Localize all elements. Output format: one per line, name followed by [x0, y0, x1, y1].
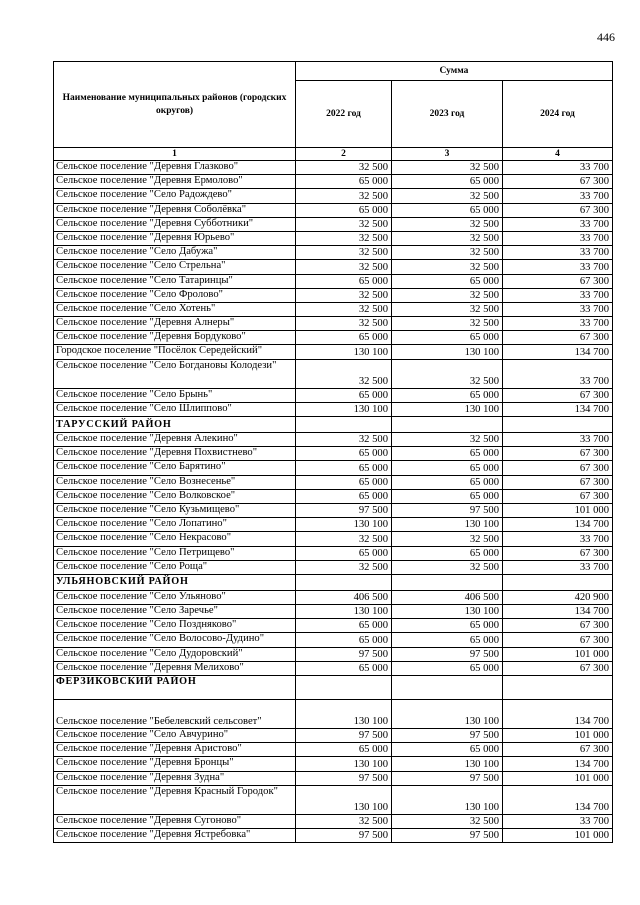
amount-2023: 32 500 — [392, 217, 503, 231]
amount-2023: 32 500 — [392, 246, 503, 260]
table-row — [54, 461, 613, 475]
amount-2022: 65 000 — [296, 475, 392, 489]
municipality-name: Сельское поселение "Село Кузьмищево" — [54, 503, 296, 517]
amount-2022: 65 000 — [296, 461, 392, 475]
municipality-name: Сельское поселение "Село Стрельна" — [54, 260, 296, 274]
municipality-name: Городское поселение "Посёлок Середейский" — [54, 345, 296, 359]
amount-2022: 65 000 — [296, 331, 392, 345]
amount-2022: 97 500 — [296, 771, 392, 785]
amount-2024: 134 700 — [503, 757, 613, 771]
amount-2022: 130 100 — [296, 345, 392, 359]
table-row — [54, 757, 613, 771]
column-number: 2 — [296, 148, 392, 161]
budget-table — [53, 61, 613, 843]
amount-2024: 33 700 — [503, 532, 613, 546]
table-row — [54, 771, 613, 785]
amount-2022: 65 000 — [296, 447, 392, 461]
municipality-name: Сельское поселение "Деревня Юрьево" — [54, 231, 296, 245]
amount-2023: 130 100 — [392, 700, 503, 729]
amount-2023: 65 000 — [392, 633, 503, 647]
table-row — [54, 203, 613, 217]
amount-2022: 97 500 — [296, 503, 392, 517]
table-row — [54, 161, 613, 175]
amount-2024: 33 700 — [503, 189, 613, 203]
amount-2022: 65 000 — [296, 546, 392, 560]
amount-2022: 130 100 — [296, 700, 392, 729]
district-row — [54, 676, 613, 700]
amount-2024: 67 300 — [503, 633, 613, 647]
amount-2022: 32 500 — [296, 217, 392, 231]
municipality-name: Сельское поселение "Село Брынь" — [54, 388, 296, 402]
municipality-name: Сельское поселение "Деревня Глазково" — [54, 161, 296, 175]
header-year-2023: 2023 год — [392, 81, 503, 148]
municipality-name: Сельское поселение "Деревня Зудна" — [54, 771, 296, 785]
amount-2022: 65 000 — [296, 633, 392, 647]
amount-2022: 130 100 — [296, 605, 392, 619]
empty-cell — [503, 417, 613, 433]
municipality-name: Сельское поселение "Село Петрищево" — [54, 546, 296, 560]
amount-2023: 65 000 — [392, 274, 503, 288]
empty-cell — [296, 574, 392, 590]
amount-2024: 33 700 — [503, 814, 613, 828]
header-year-2022: 2022 год — [296, 81, 392, 148]
amount-2023: 65 000 — [392, 447, 503, 461]
table-row — [54, 619, 613, 633]
amount-2024: 101 000 — [503, 828, 613, 842]
amount-2023: 32 500 — [392, 814, 503, 828]
municipality-name: Сельское поселение "Село Шлиппово" — [54, 402, 296, 416]
amount-2024: 33 700 — [503, 433, 613, 447]
amount-2022: 97 500 — [296, 729, 392, 743]
amount-2024: 134 700 — [503, 605, 613, 619]
amount-2024: 33 700 — [503, 317, 613, 331]
table-row — [54, 647, 613, 661]
amount-2023: 65 000 — [392, 475, 503, 489]
amount-2023: 65 000 — [392, 175, 503, 189]
amount-2023: 97 500 — [392, 647, 503, 661]
amount-2022: 32 500 — [296, 359, 392, 388]
table-row — [54, 560, 613, 574]
municipality-name: Сельское поселение "Село Волковское" — [54, 489, 296, 503]
table-row — [54, 175, 613, 189]
table-row — [54, 317, 613, 331]
table-row — [54, 661, 613, 675]
municipality-name: Сельское поселение "Село Поздняково" — [54, 619, 296, 633]
amount-2023: 65 000 — [392, 461, 503, 475]
amount-2023: 130 100 — [392, 757, 503, 771]
amount-2023: 32 500 — [392, 231, 503, 245]
amount-2023: 130 100 — [392, 605, 503, 619]
amount-2024: 33 700 — [503, 231, 613, 245]
table-row — [54, 532, 613, 546]
amount-2024: 134 700 — [503, 402, 613, 416]
amount-2022: 65 000 — [296, 661, 392, 675]
amount-2024: 134 700 — [503, 700, 613, 729]
amount-2024: 67 300 — [503, 331, 613, 345]
amount-2024: 420 900 — [503, 590, 613, 604]
municipality-name: Сельское поселение "Село Дабужа" — [54, 246, 296, 260]
table-row — [54, 433, 613, 447]
table-row — [54, 331, 613, 345]
amount-2022: 32 500 — [296, 302, 392, 316]
municipality-name: Сельское поселение "Село Вознесенье" — [54, 475, 296, 489]
amount-2022: 32 500 — [296, 433, 392, 447]
municipality-name: Сельское поселение "Деревня Мелихово" — [54, 661, 296, 675]
amount-2022: 130 100 — [296, 757, 392, 771]
page-number: 446 — [597, 30, 615, 44]
table-row — [54, 288, 613, 302]
amount-2023: 32 500 — [392, 302, 503, 316]
municipality-name: Сельское поселение "Село Богдановы Колодези" — [54, 359, 296, 388]
amount-2022: 32 500 — [296, 532, 392, 546]
amount-2023: 32 500 — [392, 433, 503, 447]
amount-2023: 65 000 — [392, 331, 503, 345]
column-number: 4 — [503, 148, 613, 161]
table-row — [54, 359, 613, 388]
amount-2024: 33 700 — [503, 302, 613, 316]
table-row — [54, 546, 613, 560]
amount-2024: 33 700 — [503, 161, 613, 175]
table-row — [54, 231, 613, 245]
table-row — [54, 274, 613, 288]
amount-2024: 134 700 — [503, 345, 613, 359]
amount-2024: 101 000 — [503, 771, 613, 785]
amount-2023: 32 500 — [392, 532, 503, 546]
table-row — [54, 729, 613, 743]
amount-2024: 67 300 — [503, 546, 613, 560]
column-number-row — [54, 148, 613, 161]
amount-2022: 32 500 — [296, 288, 392, 302]
municipality-name: Сельское поселение "Деревня Красный Городок" — [54, 785, 296, 814]
municipality-name: Сельское поселение "Деревня Сугоново" — [54, 814, 296, 828]
municipality-name: Сельское поселение "Село Волосово-Дудино" — [54, 633, 296, 647]
amount-2024: 67 300 — [503, 619, 613, 633]
table-row — [54, 633, 613, 647]
amount-2023: 32 500 — [392, 359, 503, 388]
amount-2023: 65 000 — [392, 743, 503, 757]
amount-2024: 67 300 — [503, 661, 613, 675]
table-row — [54, 489, 613, 503]
amount-2022: 65 000 — [296, 203, 392, 217]
municipality-name: Сельское поселение "Село Заречье" — [54, 605, 296, 619]
amount-2023: 97 500 — [392, 729, 503, 743]
amount-2022: 130 100 — [296, 785, 392, 814]
amount-2024: 67 300 — [503, 475, 613, 489]
municipality-name: Сельское поселение "Село Лопатино" — [54, 518, 296, 532]
amount-2023: 65 000 — [392, 388, 503, 402]
table-row — [54, 785, 613, 814]
amount-2023: 32 500 — [392, 560, 503, 574]
empty-cell — [503, 676, 613, 700]
table-row — [54, 475, 613, 489]
table-row — [54, 605, 613, 619]
amount-2023: 97 500 — [392, 828, 503, 842]
amount-2022: 97 500 — [296, 828, 392, 842]
amount-2024: 67 300 — [503, 489, 613, 503]
municipality-name: Сельское поселение "Село Хотень" — [54, 302, 296, 316]
table-row — [54, 402, 613, 416]
amount-2023: 97 500 — [392, 771, 503, 785]
municipality-name: Сельское поселение "Деревня Ермолово" — [54, 175, 296, 189]
table-row — [54, 388, 613, 402]
empty-cell — [296, 676, 392, 700]
amount-2022: 65 000 — [296, 388, 392, 402]
empty-cell — [296, 417, 392, 433]
amount-2023: 32 500 — [392, 317, 503, 331]
amount-2023: 97 500 — [392, 503, 503, 517]
empty-cell — [392, 574, 503, 590]
amount-2024: 67 300 — [503, 743, 613, 757]
district-name: УЛЬЯНОВСКИЙ РАЙОН — [54, 574, 296, 590]
amount-2024: 101 000 — [503, 729, 613, 743]
amount-2023: 65 000 — [392, 546, 503, 560]
amount-2023: 130 100 — [392, 518, 503, 532]
municipality-name: Сельское поселение "Деревня Соболёвка" — [54, 203, 296, 217]
table-row — [54, 246, 613, 260]
amount-2022: 406 500 — [296, 590, 392, 604]
amount-2024: 33 700 — [503, 359, 613, 388]
amount-2023: 130 100 — [392, 785, 503, 814]
amount-2024: 33 700 — [503, 246, 613, 260]
table-row — [54, 260, 613, 274]
amount-2024: 33 700 — [503, 260, 613, 274]
amount-2022: 32 500 — [296, 260, 392, 274]
amount-2023: 130 100 — [392, 402, 503, 416]
amount-2024: 67 300 — [503, 447, 613, 461]
amount-2024: 67 300 — [503, 203, 613, 217]
amount-2022: 32 500 — [296, 814, 392, 828]
amount-2024: 33 700 — [503, 217, 613, 231]
amount-2023: 32 500 — [392, 260, 503, 274]
amount-2023: 65 000 — [392, 619, 503, 633]
district-row — [54, 417, 613, 433]
table-row — [54, 700, 613, 729]
municipality-name: Сельское поселение "Село Радождево" — [54, 189, 296, 203]
table-row — [54, 189, 613, 203]
amount-2023: 65 000 — [392, 661, 503, 675]
amount-2024: 67 300 — [503, 388, 613, 402]
amount-2024: 134 700 — [503, 785, 613, 814]
amount-2024: 67 300 — [503, 461, 613, 475]
amount-2022: 32 500 — [296, 317, 392, 331]
municipality-name: Сельское поселение "Село Роща" — [54, 560, 296, 574]
empty-cell — [392, 676, 503, 700]
amount-2023: 32 500 — [392, 161, 503, 175]
table-row — [54, 345, 613, 359]
amount-2023: 32 500 — [392, 189, 503, 203]
amount-2022: 32 500 — [296, 231, 392, 245]
header-year-2024: 2024 год — [503, 81, 613, 148]
municipality-name: Сельское поселение "Село Дудоровский" — [54, 647, 296, 661]
municipality-name: Сельское поселение "Село Барятино" — [54, 461, 296, 475]
amount-2022: 32 500 — [296, 560, 392, 574]
header-sum: Сумма — [296, 62, 613, 81]
amount-2022: 65 000 — [296, 274, 392, 288]
municipality-name: Сельское поселение "Деревня Алнеры" — [54, 317, 296, 331]
amount-2022: 130 100 — [296, 518, 392, 532]
municipality-name: Сельское поселение "Село Авчурино" — [54, 729, 296, 743]
table-row — [54, 828, 613, 842]
amount-2022: 65 000 — [296, 619, 392, 633]
amount-2022: 65 000 — [296, 489, 392, 503]
amount-2024: 134 700 — [503, 518, 613, 532]
municipality-name: Сельское поселение "Деревня Субботники" — [54, 217, 296, 231]
amount-2024: 67 300 — [503, 175, 613, 189]
amount-2022: 65 000 — [296, 743, 392, 757]
amount-2024: 33 700 — [503, 560, 613, 574]
municipality-name: Сельское поселение "Село Некрасово" — [54, 532, 296, 546]
municipality-name: Сельское поселение "Деревня Бордуково" — [54, 331, 296, 345]
municipality-name: Сельское поселение "Село Ульяново" — [54, 590, 296, 604]
table-row — [54, 503, 613, 517]
amount-2022: 32 500 — [296, 246, 392, 260]
amount-2023: 32 500 — [392, 288, 503, 302]
municipality-name: Сельское поселение "Бебелевский сельсовет" — [54, 700, 296, 729]
municipality-name: Сельское поселение "Село Фролово" — [54, 288, 296, 302]
amount-2023: 65 000 — [392, 489, 503, 503]
municipality-name: Сельское поселение "Деревня Ястребовка" — [54, 828, 296, 842]
table-row — [54, 302, 613, 316]
amount-2022: 97 500 — [296, 647, 392, 661]
municipality-name: Сельское поселение "Деревня Похвистнево" — [54, 447, 296, 461]
table-row — [54, 743, 613, 757]
column-number: 3 — [392, 148, 503, 161]
amount-2024: 101 000 — [503, 647, 613, 661]
empty-cell — [503, 574, 613, 590]
amount-2022: 32 500 — [296, 161, 392, 175]
amount-2023: 65 000 — [392, 203, 503, 217]
amount-2022: 130 100 — [296, 402, 392, 416]
amount-2023: 130 100 — [392, 345, 503, 359]
empty-cell — [392, 417, 503, 433]
amount-2024: 101 000 — [503, 503, 613, 517]
amount-2022: 32 500 — [296, 189, 392, 203]
table-row — [54, 518, 613, 532]
municipality-name: Сельское поселение "Деревня Алекино" — [54, 433, 296, 447]
municipality-name: Сельское поселение "Село Татаринцы" — [54, 274, 296, 288]
table-row — [54, 590, 613, 604]
table-row — [54, 447, 613, 461]
header-municipality: Наименование муниципальных районов (городских округов) — [54, 62, 296, 148]
municipality-name: Сельское поселение "Деревня Бронцы" — [54, 757, 296, 771]
district-row — [54, 574, 613, 590]
district-name: ТАРУССКИЙ РАЙОН — [54, 417, 296, 433]
table-row — [54, 217, 613, 231]
municipality-name: Сельское поселение "Деревня Аристово" — [54, 743, 296, 757]
table-row — [54, 814, 613, 828]
amount-2024: 67 300 — [503, 274, 613, 288]
amount-2022: 65 000 — [296, 175, 392, 189]
amount-2023: 406 500 — [392, 590, 503, 604]
amount-2024: 33 700 — [503, 288, 613, 302]
district-name: ФЕРЗИКОВСКИЙ РАЙОН — [54, 676, 296, 700]
column-number: 1 — [54, 148, 296, 161]
